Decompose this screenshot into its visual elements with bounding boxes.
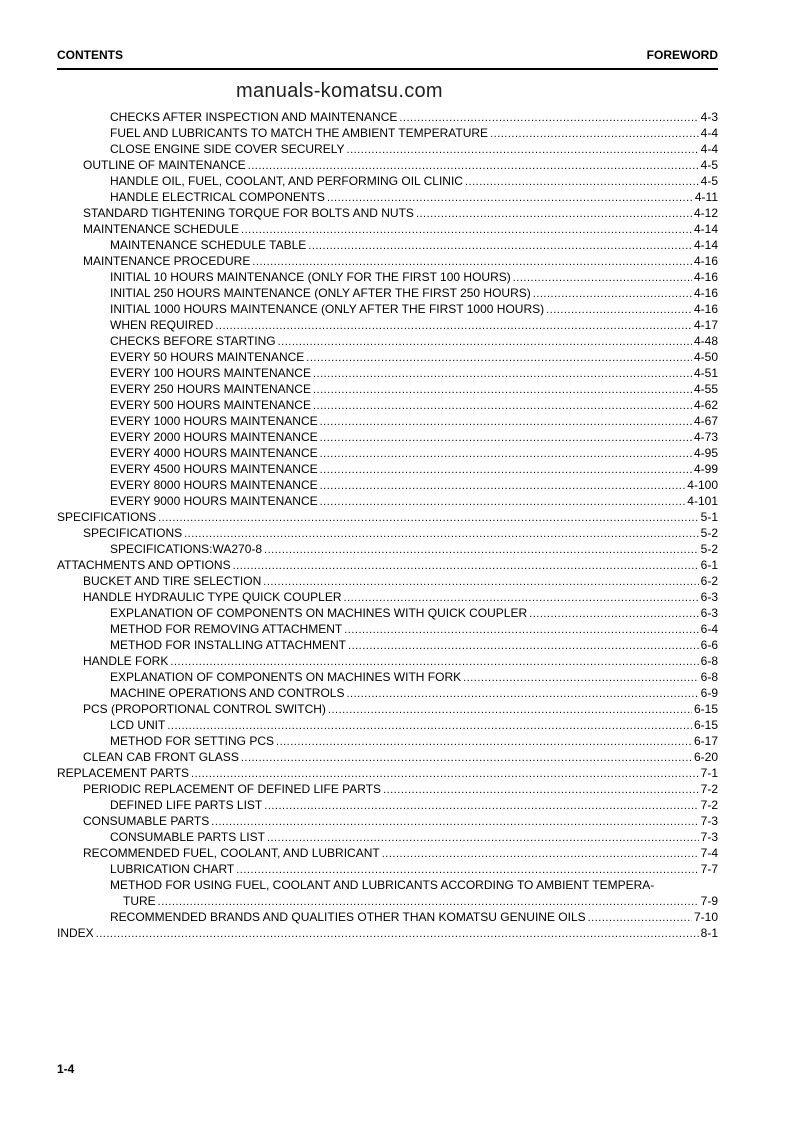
toc-entry-title: PCS (PROPORTIONAL CONTROL SWITCH) — [83, 702, 326, 716]
toc-entry-title: TURE — [123, 894, 156, 908]
toc-entry[interactable] — [57, 733, 718, 749]
toc-entry[interactable] — [57, 765, 718, 781]
toc-entry-page: 6-3 — [700, 590, 718, 604]
toc-entry-title: METHOD FOR SETTING PCS — [110, 734, 275, 748]
toc-entry-page: 4-100 — [687, 478, 718, 492]
toc-entry-page: 6-8 — [700, 670, 718, 684]
toc-entry-page: 4-16 — [693, 254, 718, 268]
toc-entry[interactable] — [57, 125, 718, 141]
toc-entry-page: 4-62 — [693, 398, 718, 412]
toc-entry-title: EVERY 500 HOURS MAINTENANCE — [110, 398, 311, 412]
toc-entry-page: 6-1 — [700, 558, 718, 572]
toc-entry[interactable] — [57, 477, 718, 493]
toc-entry[interactable] — [57, 509, 718, 525]
toc-entry-page: 7-3 — [700, 830, 718, 844]
toc-entry-page: 6-8 — [700, 654, 718, 668]
dot-leader — [96, 925, 699, 942]
dot-leader — [167, 717, 692, 734]
toc-entry-page: 7-9 — [700, 894, 718, 908]
header-section-title: CONTENTS — [57, 48, 123, 62]
toc-entry-title: INITIAL 1000 HOURS MAINTENANCE (ONLY AFTER THE FIRST 1000 HOURS) — [110, 302, 545, 316]
dot-leader — [264, 541, 699, 558]
toc-entry[interactable] — [57, 333, 718, 349]
toc-entry[interactable] — [57, 925, 718, 941]
toc-entry-page: 4-67 — [693, 414, 718, 428]
toc-entry-title: RECOMMENDED BRANDS AND QUALITIES OTHER THAN KOMATSU GENUINE OILS — [110, 910, 586, 924]
toc-entry-page: 4-5 — [700, 174, 718, 188]
dot-leader — [465, 173, 699, 190]
dot-leader — [533, 285, 692, 302]
toc-entry-page: 4-11 — [694, 190, 718, 204]
toc-entry[interactable] — [57, 845, 718, 861]
dot-leader — [320, 477, 686, 494]
dot-leader — [588, 909, 692, 926]
dot-leader — [529, 605, 699, 622]
toc-entry[interactable] — [57, 445, 718, 461]
toc-entry-title: CONSUMABLE PARTS LIST — [110, 830, 265, 844]
toc-entry-title: EVERY 50 HOURS MAINTENANCE — [110, 350, 305, 364]
dot-leader — [241, 749, 692, 766]
dot-leader — [344, 589, 699, 606]
toc-entry-page: 4-14 — [693, 222, 718, 236]
dot-leader — [308, 237, 692, 254]
toc-entry-title: LUBRICATION CHART — [110, 862, 235, 876]
toc-entry-page: 4-51 — [693, 366, 718, 380]
toc-entry-title: METHOD FOR INSTALLING ATTACHMENT — [110, 638, 347, 652]
toc-entry-title: FUEL AND LUBRICANTS TO MATCH THE AMBIENT TEMPERATURE — [110, 126, 489, 140]
toc-entry-title: HANDLE HYDRAULIC TYPE QUICK COUPLER — [83, 590, 342, 604]
header-chapter-title: FOREWORD — [646, 48, 718, 62]
toc-entry-page: 4-5 — [700, 158, 718, 172]
toc-entry-title: SPECIFICATIONS — [57, 510, 157, 524]
dot-leader — [320, 445, 692, 462]
dot-leader — [320, 461, 692, 478]
toc-entry-page: 6-17 — [693, 734, 718, 748]
dot-leader — [313, 397, 692, 414]
toc-entry-page: 4-50 — [693, 350, 718, 364]
toc-entry[interactable] — [57, 301, 718, 317]
dot-leader — [215, 317, 692, 334]
dot-leader — [346, 685, 698, 702]
toc-entry-page: 4-99 — [693, 462, 718, 476]
toc-entry[interactable] — [57, 253, 718, 269]
toc-entry[interactable] — [57, 829, 718, 845]
toc-entry-title: EVERY 100 HOURS MAINTENANCE — [110, 366, 311, 380]
toc-entry-page: 5-2 — [700, 542, 718, 556]
toc-entry-page: 4-17 — [693, 318, 718, 332]
toc-entry[interactable] — [57, 397, 718, 413]
dot-leader — [546, 301, 692, 318]
toc-entry-page: 6-3 — [700, 606, 718, 620]
dot-leader — [416, 205, 692, 222]
toc-entry-title: MAINTENANCE SCHEDULE — [83, 222, 240, 236]
toc-entry[interactable] — [57, 189, 718, 205]
toc-entry[interactable] — [57, 909, 718, 925]
dot-leader — [276, 733, 692, 750]
toc-entry[interactable] — [57, 205, 718, 221]
dot-leader — [233, 557, 699, 574]
toc-entry-title: MAINTENANCE SCHEDULE TABLE — [110, 238, 307, 252]
dot-leader — [399, 109, 698, 126]
toc-entry-page: 4-48 — [693, 334, 718, 348]
toc-entry[interactable] — [57, 685, 718, 701]
dot-leader — [328, 701, 692, 718]
toc-entry[interactable] — [57, 285, 718, 301]
toc-entry[interactable] — [57, 237, 718, 253]
toc-entry-title: HANDLE FORK — [83, 654, 169, 668]
toc-entry-title: EVERY 4000 HOURS MAINTENANCE — [110, 446, 318, 460]
watermark: manuals-komatsu.com — [236, 80, 443, 102]
dot-leader — [344, 621, 698, 638]
dot-leader — [313, 381, 692, 398]
toc-entry-title: CHECKS AFTER INSPECTION AND MAINTENANCE — [110, 110, 398, 124]
toc-entry[interactable] — [57, 573, 718, 589]
toc-entry-page: 6-2 — [700, 574, 718, 588]
dot-leader — [267, 829, 699, 846]
dot-leader — [313, 365, 692, 382]
table-of-contents — [57, 109, 718, 941]
page-number: 1-4 — [57, 1062, 75, 1076]
toc-entry-title: ATTACHMENTS AND OPTIONS — [57, 558, 231, 572]
toc-entry[interactable] — [57, 813, 718, 829]
toc-entry[interactable] — [57, 589, 718, 605]
toc-entry[interactable] — [57, 269, 718, 285]
toc-entry-title: REPLACEMENT PARTS — [57, 766, 190, 780]
dot-leader — [490, 125, 699, 142]
toc-entry-title: MACHINE OPERATIONS AND CONTROLS — [110, 686, 345, 700]
toc-entry-title: SPECIFICATIONS:WA270-8 — [110, 542, 263, 556]
toc-entry[interactable] — [57, 141, 718, 157]
toc-entry-title: LCD UNIT — [110, 718, 166, 732]
toc-entry-page: 6-20 — [693, 750, 718, 764]
toc-entry-title: EVERY 9000 HOURS MAINTENANCE — [110, 494, 318, 508]
toc-entry[interactable] — [57, 877, 718, 893]
toc-entry-title: INITIAL 250 HOURS MAINTENANCE (ONLY AFTER THE FIRST 250 HOURS) — [110, 286, 531, 300]
toc-entry-page: 4-16 — [693, 270, 718, 284]
dot-leader — [463, 669, 699, 686]
dot-leader — [191, 765, 699, 782]
toc-entry[interactable] — [57, 413, 718, 429]
toc-entry[interactable] — [57, 493, 718, 509]
toc-entry-title: EVERY 250 HOURS MAINTENANCE — [110, 382, 311, 396]
toc-entry-page: 4-16 — [693, 302, 718, 316]
toc-entry-page: 6-15 — [693, 702, 718, 716]
toc-entry-page: 7-10 — [693, 910, 718, 924]
toc-entry[interactable] — [57, 861, 718, 877]
toc-entry-page: 4-95 — [693, 446, 718, 460]
dot-leader — [320, 413, 692, 430]
dot-leader — [306, 349, 692, 366]
toc-entry-title: EVERY 4500 HOURS MAINTENANCE — [110, 462, 318, 476]
dot-leader — [347, 141, 699, 158]
toc-entry-title: HANDLE OIL, FUEL, COOLANT, AND PERFORMING OIL CLINIC — [110, 174, 463, 188]
dot-leader — [170, 653, 698, 670]
toc-entry-title: OUTLINE OF MAINTENANCE — [83, 158, 246, 172]
toc-entry-page: 4-101 — [687, 494, 718, 508]
dot-leader — [252, 253, 692, 270]
toc-entry[interactable] — [57, 717, 718, 733]
toc-entry-title: PERIODIC REPLACEMENT OF DEFINED LIFE PARTS — [83, 782, 382, 796]
toc-entry-title: DEFINED LIFE PARTS LIST — [110, 798, 263, 812]
toc-entry-title: RECOMMENDED FUEL, COOLANT, AND LUBRICANT — [83, 846, 380, 860]
toc-entry[interactable] — [57, 893, 718, 909]
dot-leader — [158, 509, 699, 526]
toc-entry-title: CLOSE ENGINE SIDE COVER SECURELY — [110, 142, 345, 156]
toc-entry-page: 6-4 — [700, 622, 718, 636]
toc-entry-page: 7-2 — [700, 782, 718, 796]
dot-leader — [382, 845, 699, 862]
toc-entry[interactable] — [57, 317, 718, 333]
toc-entry[interactable] — [57, 637, 718, 653]
toc-entry[interactable] — [57, 653, 718, 669]
dot-leader — [327, 189, 693, 206]
toc-entry-title: EVERY 1000 HOURS MAINTENANCE — [110, 414, 318, 428]
toc-entry[interactable] — [57, 381, 718, 397]
toc-entry[interactable] — [57, 669, 718, 685]
toc-entry-title: CHECKS BEFORE STARTING — [110, 334, 276, 348]
toc-entry-title: SPECIFICATIONS — [83, 526, 183, 540]
toc-entry-page: 4-55 — [693, 382, 718, 396]
toc-entry-page: 7-7 — [700, 862, 718, 876]
toc-entry-page: 7-4 — [700, 846, 718, 860]
dot-leader — [320, 493, 686, 510]
toc-entry-title: WHEN REQUIRED — [110, 318, 214, 332]
toc-entry[interactable] — [57, 605, 718, 621]
toc-entry[interactable] — [57, 525, 718, 541]
toc-entry-page: 7-1 — [700, 766, 718, 780]
toc-entry-title: METHOD FOR REMOVING ATTACHMENT — [110, 622, 343, 636]
toc-entry-page: 8-1 — [700, 926, 718, 940]
toc-entry[interactable] — [57, 365, 718, 381]
toc-entry-page: 4-73 — [693, 430, 718, 444]
toc-entry[interactable] — [57, 749, 718, 765]
dot-leader — [383, 781, 699, 798]
dot-leader — [158, 893, 699, 910]
toc-entry[interactable] — [57, 429, 718, 445]
toc-entry-title: MAINTENANCE PROCEDURE — [83, 254, 251, 268]
toc-entry-page: 6-15 — [693, 718, 718, 732]
dot-leader — [211, 813, 698, 830]
toc-entry-page: 7-2 — [700, 798, 718, 812]
dot-leader — [184, 525, 699, 542]
dot-leader — [248, 157, 699, 174]
toc-entry[interactable] — [57, 701, 718, 717]
toc-entry-page: 4-12 — [693, 206, 718, 220]
toc-entry-page: 6-9 — [700, 686, 718, 700]
toc-entry[interactable] — [57, 349, 718, 365]
dot-leader — [264, 797, 698, 814]
dot-leader — [348, 637, 699, 654]
toc-entry[interactable] — [57, 797, 718, 813]
toc-entry-page: 4-16 — [693, 286, 718, 300]
toc-entry-page: 7-3 — [700, 814, 718, 828]
toc-entry-page: 5-1 — [700, 510, 718, 524]
toc-entry-title: EVERY 8000 HOURS MAINTENANCE — [110, 478, 318, 492]
toc-entry[interactable] — [57, 557, 718, 573]
toc-entry-title: EXPLANATION OF COMPONENTS ON MACHINES WITH QUICK COUPLER — [110, 606, 528, 620]
dot-leader — [236, 861, 698, 878]
toc-entry-page: 4-4 — [700, 126, 718, 140]
toc-entry-title: BUCKET AND TIRE SELECTION — [83, 574, 262, 588]
toc-entry-title: CONSUMABLE PARTS — [83, 814, 210, 828]
toc-entry-title: HANDLE ELECTRICAL COMPONENTS — [110, 190, 325, 204]
toc-entry-title: STANDARD TIGHTENING TORQUE FOR BOLTS AND NUTS — [83, 206, 414, 220]
toc-entry-title: INITIAL 10 HOURS MAINTENANCE (ONLY FOR THE FIRST 100 HOURS) — [110, 270, 511, 284]
toc-entry[interactable] — [57, 109, 718, 125]
toc-entry-page: 5-2 — [700, 526, 718, 540]
toc-entry-page: 4-14 — [693, 238, 718, 252]
toc-entry[interactable] — [57, 157, 718, 173]
dot-leader — [320, 429, 692, 446]
toc-entry[interactable] — [57, 621, 718, 637]
header-rule — [57, 68, 718, 70]
toc-entry-page: 4-4 — [700, 142, 718, 156]
toc-entry-title: CLEAN CAB FRONT GLASS — [83, 750, 239, 764]
toc-entry-title: METHOD FOR USING FUEL, COOLANT AND LUBRICANTS ACCORDING TO AMBIENT TEMPERA- — [110, 878, 655, 892]
dot-leader — [513, 269, 692, 286]
toc-entry-title: INDEX — [57, 926, 94, 940]
toc-entry[interactable] — [57, 781, 718, 797]
dot-leader — [278, 333, 692, 350]
toc-entry-title: EVERY 2000 HOURS MAINTENANCE — [110, 430, 318, 444]
toc-entry-page: 4-3 — [700, 110, 718, 124]
toc-entry[interactable] — [57, 541, 718, 557]
toc-entry[interactable] — [57, 461, 718, 477]
toc-entry-page: 6-6 — [700, 638, 718, 652]
toc-entry[interactable] — [57, 173, 718, 189]
toc-entry-title: EXPLANATION OF COMPONENTS ON MACHINES WITH FORK — [110, 670, 462, 684]
dot-leader — [241, 221, 692, 238]
dot-leader — [263, 573, 698, 590]
toc-entry[interactable] — [57, 221, 718, 237]
